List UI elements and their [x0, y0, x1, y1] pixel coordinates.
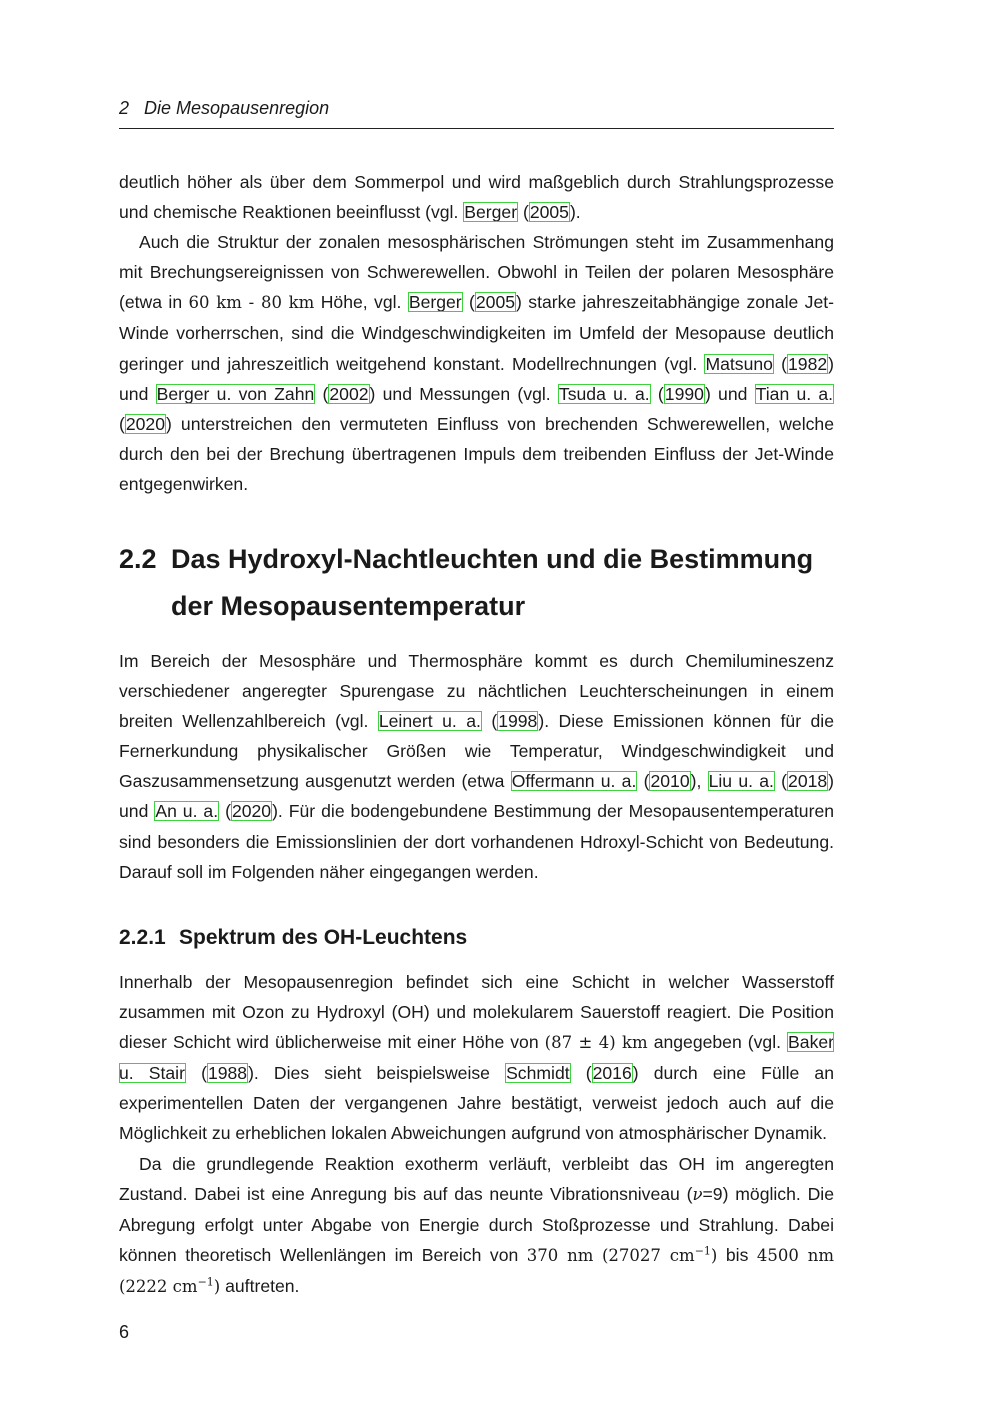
text: und: [119, 383, 149, 404]
text: und: [718, 383, 748, 404]
citation-link[interactable]: Berger: [464, 202, 518, 223]
text: auftreten.: [225, 1275, 300, 1296]
citation-link[interactable]: An u. a.: [155, 801, 219, 822]
page-number: 6: [119, 1322, 130, 1342]
citation-year-link[interactable]: 2005: [529, 202, 569, 223]
math-height: (87 ± 4) km: [544, 1033, 648, 1053]
citation-link[interactable]: Offermann u. a.: [511, 771, 637, 792]
text-block-2: [119, 646, 834, 887]
math-wavelength: 4500 nm: [756, 1245, 835, 1265]
citation-year-link[interactable]: 2010: [650, 771, 690, 792]
citation-year-link[interactable]: 2016: [592, 1063, 632, 1084]
math-wavelength: 370 nm: [526, 1245, 594, 1265]
text: (2222 cm: [119, 1276, 198, 1296]
text: ). Diese Emissionen können für die Fernerkundung physikalischer Größen wie Temperatur, Windgeschwindigkeit und Gaszusammensetzung ausgenutzt werden (etwa: [119, 711, 835, 792]
citation-link[interactable]: Berger u. von Zahn: [156, 383, 315, 404]
citation-year-link[interactable]: 2002: [329, 383, 369, 404]
subsection-heading: [119, 921, 467, 955]
section-title-line1: Das Hydroxyl-Nachtleuchten und die Bestimmung: [171, 544, 814, 574]
paragraph-1: deutlich höher als über dem Sommerpol und wird maßgeblich durch Strahlungsprozesse und chemische Reaktionen beeinflusst (vgl. Berger (2005).: [119, 172, 834, 223]
citation-year-link[interactable]: 1998: [498, 711, 538, 732]
citation-link[interactable]: Schmidt: [506, 1063, 570, 1084]
citation-year-link[interactable]: 1988: [207, 1063, 248, 1084]
text-block-1: [119, 167, 834, 499]
header-chapter-title: Die Mesopausenregion: [144, 98, 330, 118]
citation-year-link[interactable]: 1990: [664, 383, 704, 404]
citation-year-link[interactable]: 1982: [788, 353, 828, 374]
text: ) starke jahreszeitabhängige zonale Jet-Winde vorherrschen, sind die Windgeschwindigkeiten im Umfeld der Mesopause deutlich geringer und jahreszeitlich weitgehend konstant. Modellrechnungen (vgl.: [119, 292, 835, 374]
citation-year-link[interactable]: 2020: [231, 801, 272, 822]
section-title-line2: der Mesopausentemperatur: [171, 591, 526, 621]
text: ) möglich. Die Abregung erfolgt unter Abgabe von Energie durch Stoßprozesse und Strahlung. Dabei können theoretisch Wellenlängen im Bereich von: [119, 1183, 834, 1265]
text: =9: [702, 1183, 723, 1204]
citation-link[interactable]: Baker u. Stair: [119, 1032, 835, 1084]
header-chapter-number: 2: [119, 98, 130, 118]
text: durch eine Fülle an experimentellen Daten der vergangenen Jahre bestätigt, verweist jedoch auch auf die Möglichkeit zu erheblichen lokalen Abweichungen aufgrund von atmosphärischer Dynamik.: [119, 1063, 834, 1144]
section-heading: [119, 536, 859, 630]
citation-link[interactable]: Berger: [408, 292, 462, 313]
text: Im Bereich der Mesosphäre und Thermosphäre kommt es durch Chemilumineszenz verschiedener angeregter Spurengase zu nächtlichen Leuchterscheinungen in einem breiten Wellenzahlbereich (vgl.: [119, 651, 834, 732]
exponent: −1: [197, 1275, 214, 1289]
text: Auch die Struktur der zonalen mesosphärischen Strömungen steht im Zusammenhang mit Brechungsereignissen von Schwerewellen. Obwohl in Teilen der polaren Mesosphäre (etwa in: [119, 232, 834, 313]
citation-year-link[interactable]: 2005: [475, 292, 516, 313]
text-block-3: [119, 967, 834, 1302]
exponent: −1: [694, 1244, 711, 1258]
citation-year-link[interactable]: 2018: [788, 771, 828, 792]
math-wavenumber: [119, 1277, 220, 1296]
section-number: 2.2: [119, 544, 157, 574]
text: bis: [725, 1244, 749, 1265]
text: ) und Messungen (vgl.: [369, 383, 551, 404]
text: Da die grundlegende Reaktion exotherm verläuft, verbleibt das OH im angeregten Zustand. Dabei ist eine Anregung bis auf das neunte Vibrationsniveau (: [119, 1153, 834, 1204]
citation-year-link[interactable]: 2020: [125, 413, 165, 434]
text: ) unterstreichen den vermuteten Einfluss von brechenden Schwerewellen, welche durch den bei der Brechung übertragenen Impuls dem treibenden Einfluss der Jet-Winde entgegenwirken.: [119, 413, 834, 494]
paragraph-2: Auch die Struktur der zonalen mesosphärischen Strömungen steht im Zusammenhang mit Brechungsereignissen von Schwerewellen. Obwohl in Teilen der polaren Mesosphäre (etwa in 60 km - 80 km Höhe, vgl. Berger (2005) starke jahreszeitabhängige zonale Jet-Winde vorherrschen, sind die Windgeschwindigkeiten im Umfeld der Mesopause deutlich geringer und jahreszeitlich weitgehend konstant. Modellrechnungen (vgl. Matsuno (1982) und Berger u. von Zahn (2002) und Messungen (vgl. Tsuda u. a. (1990) und Tian u. a. (2020) unterstreichen den vermuteten Einfluss von brechenden Schwerewellen, welche durch den bei der Brechung übertragenen Impuls dem treibenden Einfluss der Jet-Winde entgegenwirken.: [119, 232, 835, 494]
text: Höhe, vgl.: [320, 292, 402, 313]
text: (27027 cm: [601, 1245, 695, 1265]
paragraph-4: Innerhalb der Mesopausenregion befindet sich eine Schicht in welcher Wasserstoff zusammen mit Ozon zu Hydroxyl (OH) und molekularem Sauerstoff reagiert. Die Position dieser Schicht wird üblicherweise mit einer Höhe von (87 ± 4) km angegeben (vgl. Baker u. Stair (1988). Dies sieht beispielsweise Schmidt (2016) durch eine Fülle an experimentellen Daten der vergangenen Jahre bestätigt, verweist jedoch auch auf die Möglichkeit zu erheblichen lokalen Abweichungen aufgrund von atmosphärischer Dynamik.: [119, 972, 835, 1144]
citation-link[interactable]: Tian u. a.: [755, 383, 834, 404]
citation-link[interactable]: Matsuno: [705, 353, 773, 374]
text: ). Für die bodengebundene Bestimmung der Mesopausentemperaturen sind besonders die Emissionslinien der dort vorhandenen Hdroxyl-Schicht von Bedeutung. Darauf soll im Folgenden näher eingegangen werden.: [119, 801, 835, 882]
paragraph-3: Im Bereich der Mesosphäre und Thermosphäre kommt es durch Chemilumineszenz verschiedener angeregter Spurengase zu nächtlichen Leuchterscheinungen in einem breiten Wellenzahlbereich (vgl. Leinert u. a. (1998). Diese Emissionen können für die Fernerkundung physikalischer Größen wie Temperatur, Windgeschwindigkeit und Gaszusammensetzung ausgenutzt werden (etwa Offermann u. a. (2010), Liu u. a. (2018) und An u. a. (2020). Für die bodengebundene Bestimmung der Mesopausentemperaturen sind besonders die Emissionslinien der dort vorhandenen Hdroxyl-Schicht von Bedeutung. Darauf soll im Folgenden näher eingegangen werden.: [119, 651, 835, 882]
citation-link[interactable]: Tsuda u. a.: [558, 383, 650, 404]
text: Innerhalb der Mesopausenregion befindet sich eine Schicht in welcher Wasserstoff zusammen mit Ozon zu Hydroxyl (OH) und molekularem Sauerstoff reagiert. Die Position dieser Schicht wird üblicherweise mit einer Höhe von: [119, 972, 834, 1053]
text: ). Dies sieht beispielsweise: [248, 1063, 490, 1084]
citation-link[interactable]: Leinert u. a.: [378, 711, 481, 732]
text: ,: [696, 771, 702, 792]
math-nu: ν: [692, 1184, 703, 1204]
text: und: [119, 801, 149, 822]
running-header: [119, 98, 834, 129]
text: ): [710, 1245, 718, 1265]
text: ).: [569, 202, 581, 223]
text: angegeben (vgl.: [653, 1032, 782, 1053]
paragraph-5: [119, 1149, 834, 1302]
subsection-title: Spektrum des OH-Leuchtens: [179, 926, 468, 949]
subsection-number: 2.2.1: [119, 926, 166, 949]
math-range: 60 km - 80 km: [188, 293, 315, 313]
text: ): [213, 1276, 221, 1296]
math-wavenumber: [602, 1246, 717, 1265]
citation-link[interactable]: Liu u. a.: [708, 771, 774, 792]
text: deutlich höher als über dem Sommerpol und wird maßgeblich durch Strahlungsprozesse und chemische Reaktionen beeinflusst (vgl.: [119, 172, 834, 223]
